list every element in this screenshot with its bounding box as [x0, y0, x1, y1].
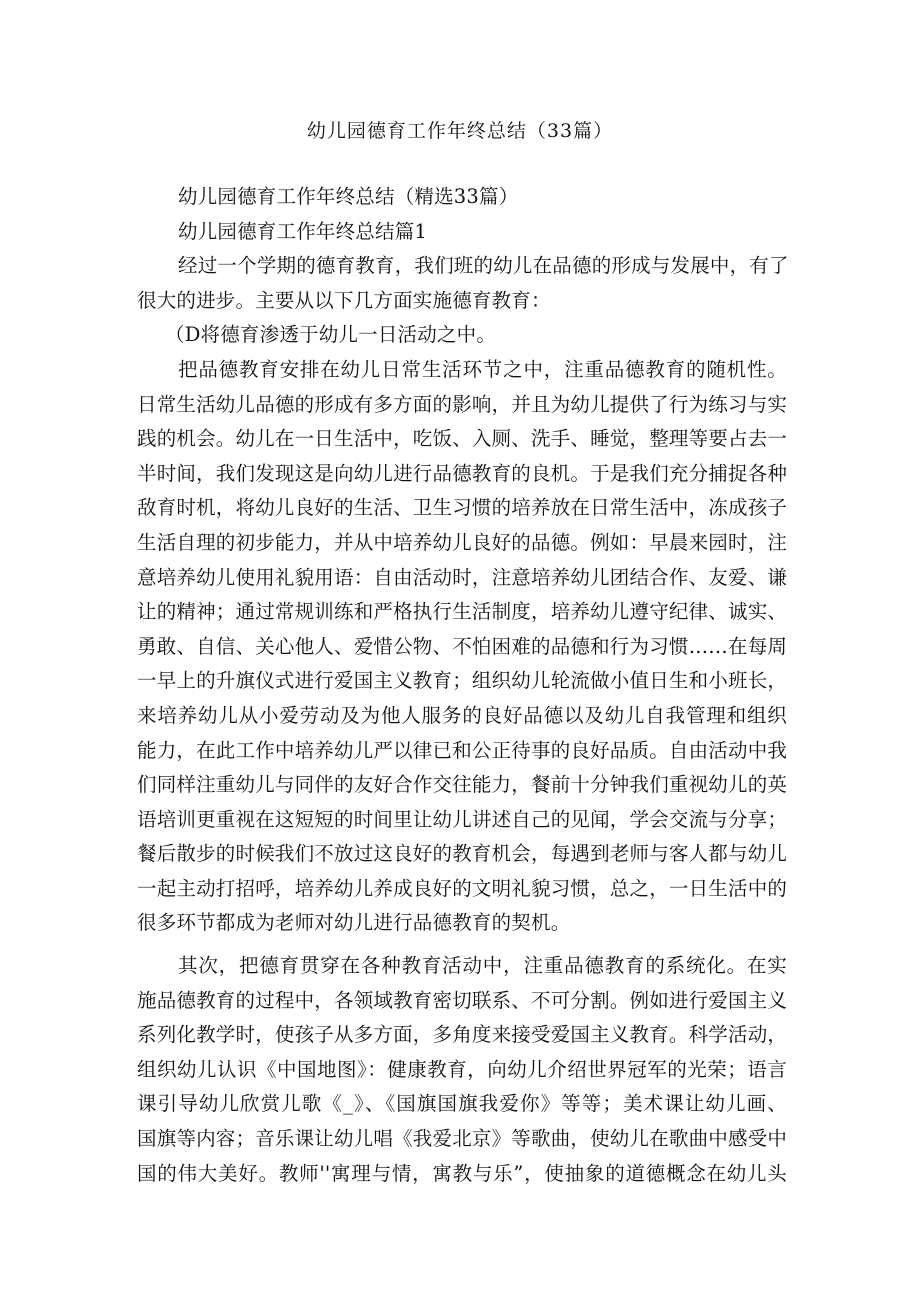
paragraph-line: 把品德教育安排在幼儿日常生活环节之中，注重品德教育的随机性。 — [178, 357, 787, 381]
paragraph-line: 国的伟大美好。教师''寓理与情，寓教与乐”，使抽象的道德概念在幼儿头 — [137, 1161, 787, 1185]
paragraph-line: 课引导幼儿欣赏儿歌《_》、《国旗国旗我爱你》等等；美术课让幼儿画、 — [137, 1092, 787, 1116]
document-title: 幼儿园德育工作年终总结（33篇） — [306, 120, 614, 142]
paragraph-line: 组织幼儿认识《中国地图》：健康教育，向幼儿介绍世界冠军的光荣；语言 — [137, 1057, 787, 1081]
list-item-heading: （D将德育渗透于幼儿一日活动之中。 — [165, 323, 497, 347]
paragraph-line: 餐后散步的时候我们不放过这良好的教育机会，每遇到老师与客人都与幼儿 — [137, 842, 788, 866]
paragraph-line: 系列化教学时，使孩子从多方面，多角度来接受爱国主义教育。科学活动， — [137, 1023, 788, 1047]
paragraph-line: 们同样注重幼儿与同伴的友好合作交往能力，餐前十分钟我们重视幼儿的英 — [137, 773, 788, 797]
section-heading: 幼儿园德育工作年终总结篇1 — [178, 219, 428, 243]
paragraph-line: 勇敢、自信、关心他人、爱惜公物、不怕困难的品德和行为习惯……在每周 — [137, 634, 788, 658]
paragraph-line: 半时间，我们发现这是向幼儿进行品德教育的良机。于是我们充分捕捉各种 — [137, 461, 788, 485]
paragraph-line: 其次，把德育贯穿在各种教育活动中，注重品德教育的系统化。在实 — [178, 954, 787, 978]
paragraph-line: 践的机会。幼儿在一日生活中，吃饭、入厕、洗手、睡觉，整理等要占去一 — [137, 427, 788, 451]
paragraph-gap — [137, 941, 787, 949]
paragraph-line: 很大的进步。主要从以下几方面实施德育教育： — [137, 288, 551, 312]
paragraph-line: 生活自理的初步能力，并从中培养幼儿良好的品德。例如：早晨来园时，注 — [137, 530, 788, 554]
paragraph-line: 一早上的升旗仪式进行爱国主义教育；组织幼儿轮流做小值日生和小班长， — [137, 669, 788, 693]
paragraph-line: 语培训更重视在这短短的时间里让幼儿讲述自己的见闻，学会交流与分享； — [137, 807, 788, 831]
subtitle-line: 幼儿园德育工作年终总结（精选33篇） — [178, 185, 519, 208]
paragraph-line: 很多环节都成为老师对幼儿进行品德教育的契机。 — [137, 911, 571, 935]
paragraph-line: 来培养幼儿从小爱劳动及为他人服务的良好品德以及幼儿自我管理和组织 — [137, 703, 787, 727]
paragraph-line: 敌育时机，将幼儿良好的生活、卫生习惯的培养放在日常生活中，冻成孩子 — [137, 496, 788, 520]
paragraph-line: 经过一个学期的德育教育，我们班的幼儿在品德的形成与发展中，有了 — [178, 254, 789, 278]
paragraph-line: 日常生活幼儿品德的形成有多方面的影响，并且为幼儿提供了行为练习与实 — [137, 392, 788, 416]
paragraph-line: 意培养幼儿使用礼貌用语：自由活动时，注意培养幼儿团结合作、友爱、谦 — [137, 565, 788, 589]
paragraph-line: 一起主动打招呼，培养幼儿养成良好的文明礼貌习惯，总之，一日生活中的 — [137, 876, 788, 900]
paragraph-line: 施品德教育的过程中，各领域教育密切联系、不可分割。例如进行爱国主义 — [137, 988, 788, 1012]
paragraph-line: 国旗等内容；音乐课让幼儿唱《我爱北京》等歌曲，使幼儿在歌曲中感受中 — [137, 1127, 788, 1151]
paragraph-line: 让的精神；通过常规训练和严格执行生活制度，培养幼儿遵守纪律、诚实、 — [137, 600, 788, 624]
document-body — [137, 180, 787, 1191]
paragraph-line: 能力，在此工作中培养幼儿严以律已和公正待事的良好品质。自由活动中我 — [137, 738, 788, 762]
